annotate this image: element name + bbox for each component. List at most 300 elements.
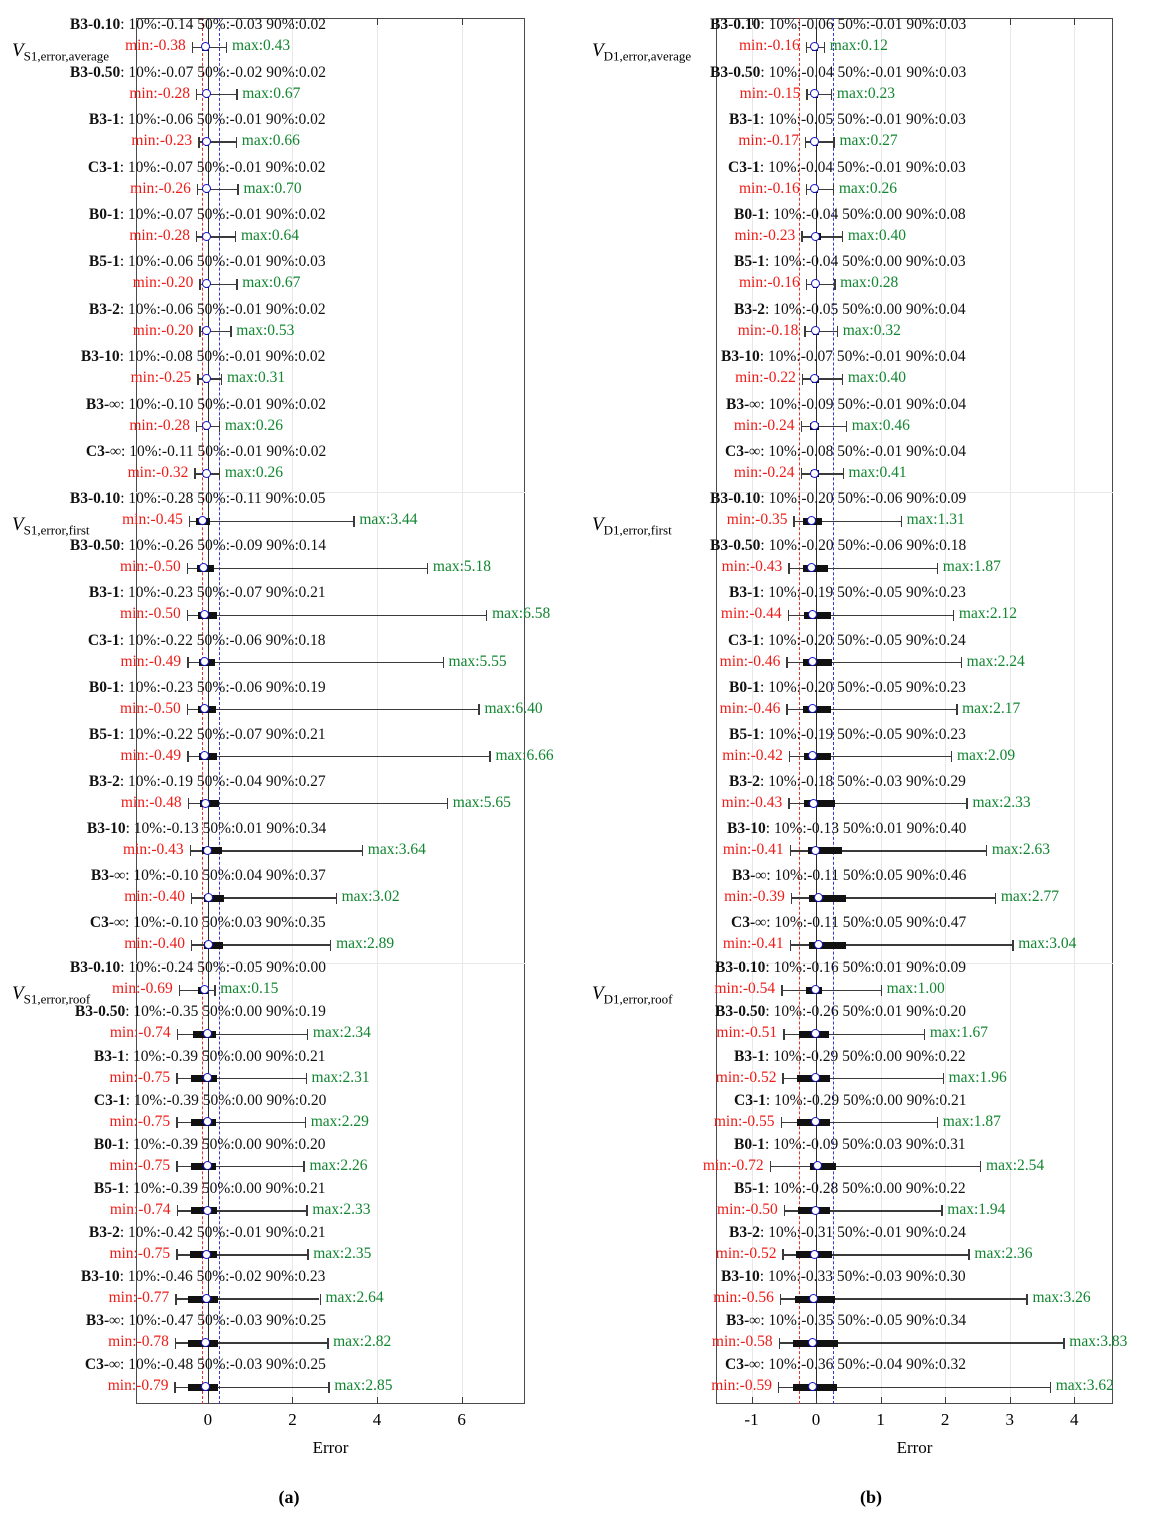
max-value-label: max:3.64 <box>367 840 426 858</box>
whisker-cap-min <box>778 1382 779 1393</box>
whisker-cap-min <box>780 1294 781 1305</box>
row-percentile-values: : 10%:-0.11 50%:0.05 90%:0.47 <box>766 914 967 932</box>
row-model-name: C3-1 <box>728 158 760 176</box>
min-value-label: min:-0.23 <box>131 132 193 150</box>
row-percentile-label <box>732 867 966 885</box>
min-value-label: min:-0.56 <box>713 1289 774 1307</box>
row-percentile-values: : 10%:-0.07 50%:-0.01 90%:0.02 <box>119 158 326 176</box>
row-model-name: B5-1 <box>729 725 761 743</box>
row-percentile-values: : 10%:-0.42 50%:-0.01 90%:0.21 <box>119 1223 326 1241</box>
x-axis-tick <box>1074 1397 1075 1404</box>
max-value-label: max:0.26 <box>224 463 283 481</box>
row-percentile-values: : 10%:-0.35 50%:-0.05 90%:0.34 <box>760 1312 967 1330</box>
whisker-cap-min <box>793 516 794 527</box>
group-label-symbol: V <box>12 983 24 1005</box>
min-value-label: min:-0.25 <box>130 369 192 387</box>
row-percentile-values: : 10%:-0.23 50%:-0.07 90%:0.21 <box>119 584 326 602</box>
row-percentile-values: : 10%:-0.13 50%:0.01 90%:0.40 <box>765 819 967 837</box>
median-marker <box>807 563 816 572</box>
whisker-cap-max <box>842 374 843 385</box>
max-value-label: max:6.66 <box>495 746 554 764</box>
whisker-cap-max <box>831 89 832 100</box>
whisker-cap-min <box>782 1073 783 1084</box>
whisker-cap-min <box>786 704 787 715</box>
max-value-label: max:2.29 <box>310 1112 369 1130</box>
min-value-label: min:-0.79 <box>107 1377 169 1395</box>
min-value-label: min:-0.74 <box>109 1024 171 1042</box>
max-value-label: max:0.67 <box>242 84 301 102</box>
max-value-label: max:3.26 <box>1032 1289 1091 1307</box>
min-value-label: min:-0.42 <box>722 746 783 764</box>
whisker-cap-min <box>802 374 803 385</box>
whisker-cap-min <box>788 798 789 809</box>
min-value-label: min:-0.50 <box>120 605 181 623</box>
row-model-name: B3-2 <box>88 300 120 318</box>
whisker-cap-max <box>1063 1338 1064 1349</box>
row-model-name: B0-1 <box>734 205 766 223</box>
whisker-cap-max <box>846 421 847 432</box>
row-percentile-values: : 10%:-0.31 50%:-0.01 90%:0.24 <box>760 1223 966 1241</box>
row-percentile-values: : 10%:-0.22 50%:-0.06 90%:0.18 <box>119 631 326 649</box>
whisker-cap-max <box>842 231 843 242</box>
whisker-line <box>801 426 846 427</box>
min-value-label: min:-0.69 <box>111 980 173 998</box>
whisker-cap-min <box>788 610 789 621</box>
row-percentile-values: : 10%:-0.19 50%:-0.05 90%:0.23 <box>760 725 966 743</box>
median-marker <box>811 1206 820 1215</box>
row-percentile-values: : 10%:-0.20 50%:-0.05 90%:0.24 <box>759 631 966 649</box>
whisker-line <box>801 473 843 474</box>
max-value-label: max:2.64 <box>325 1289 384 1307</box>
row-percentile-values: : 10%:-0.39 50%:0.00 90%:0.20 <box>125 1091 327 1109</box>
row-percentile-label <box>710 537 966 555</box>
row-percentile-values: : 10%:-0.23 50%:-0.06 90%:0.19 <box>119 678 326 696</box>
row-model-name: B3-0.50 <box>69 63 121 81</box>
whisker-cap-max <box>961 657 962 668</box>
max-value-label: max:0.67 <box>242 274 301 292</box>
row-percentile-values: : 10%:-0.29 50%:0.00 90%:0.22 <box>765 1047 966 1065</box>
row-model-name: B3-0.10 <box>69 959 121 977</box>
x-axis-tick-label: 2 <box>288 1410 297 1429</box>
whisker-cap-min <box>806 42 807 53</box>
whisker-cap-max <box>995 893 996 904</box>
group-label-subscript: D1,error,average <box>603 48 692 64</box>
max-value-label: max:0.12 <box>829 37 888 55</box>
median-marker <box>811 846 820 855</box>
min-value-label: min:-0.46 <box>719 652 781 670</box>
row-model-name: B3-0.10 <box>69 16 121 34</box>
whisker-cap-max <box>824 42 825 53</box>
x-axis-tick <box>752 1397 753 1404</box>
row-model-name: B5-1 <box>734 1179 766 1197</box>
row-percentile-values: : 10%:-0.04 50%:-0.01 90%:0.03 <box>760 63 967 81</box>
row-percentile-label <box>715 959 966 977</box>
row-model-name: B3-2 <box>88 772 120 790</box>
whisker-cap-min <box>789 751 790 762</box>
row-percentile-values: : 10%:-0.14 50%:-0.03 90%:0.02 <box>120 16 327 34</box>
min-value-label: min:-0.50 <box>120 699 181 717</box>
row-model-name: B3-2 <box>729 1223 761 1241</box>
x-axis-tick-label: 4 <box>1070 1410 1079 1429</box>
median-marker <box>814 893 823 902</box>
row-model-name: B3-∞ <box>90 867 126 884</box>
median-marker <box>809 1294 818 1303</box>
max-value-label: max:0.64 <box>240 226 300 244</box>
max-value-label: max:0.43 <box>232 37 291 55</box>
row-percentile-values: : 10%:-0.06 50%:-0.01 90%:0.02 <box>119 111 326 129</box>
min-value-label: min:-0.16 <box>739 37 800 55</box>
min-value-label: min:-0.72 <box>702 1156 764 1174</box>
row-percentile-label <box>734 1048 966 1066</box>
median-marker <box>807 516 816 525</box>
row-percentile-values: : 10%:-0.19 50%:-0.04 90%:0.27 <box>119 772 326 790</box>
min-value-label: min:-0.23 <box>734 226 796 244</box>
group-label-symbol: V <box>12 39 24 61</box>
whisker-line <box>802 378 842 379</box>
row-model-name: B3-1 <box>93 1047 125 1065</box>
max-value-label: max:2.33 <box>312 1200 371 1218</box>
max-value-label: max:0.26 <box>224 416 283 434</box>
row-model-name: C3-∞ <box>89 914 126 932</box>
max-value-label: max:3.62 <box>1055 1377 1114 1395</box>
max-value-label: max:2.34 <box>312 1024 371 1042</box>
row-percentile-label <box>734 1136 966 1154</box>
row-model-name: B3-10 <box>86 819 126 837</box>
row-percentile-values: : 10%:-0.09 50%:0.03 90%:0.31 <box>765 1135 966 1153</box>
max-value-label: max:0.28 <box>840 274 899 292</box>
whisker-cap-min <box>805 137 806 148</box>
min-value-label: min:-0.77 <box>108 1289 170 1307</box>
max-value-label: max:6.58 <box>492 605 551 623</box>
max-value-label: max:2.82 <box>333 1333 392 1351</box>
x-axis-tick-label: 6 <box>457 1410 466 1429</box>
row-percentile-values: : 10%:-0.39 50%:0.00 90%:0.21 <box>124 1047 326 1065</box>
max-value-label: max:3.44 <box>359 511 418 529</box>
median-marker <box>811 279 820 288</box>
whisker-cap-max <box>951 751 952 762</box>
row-percentile-values: : 10%:-0.10 50%:-0.01 90%:0.02 <box>120 395 326 413</box>
row-percentile-values: : 10%:-0.05 50%:-0.01 90%:0.03 <box>760 111 966 129</box>
row-percentile-values: : 10%:-0.06 50%:-0.01 90%:0.03 <box>760 16 967 34</box>
median-marker <box>811 1073 820 1082</box>
whisker-cap-min <box>782 1249 783 1260</box>
row-model-name: B3-0.50 <box>69 537 121 555</box>
row-model-name: B0-1 <box>88 678 120 696</box>
whisker-cap-min <box>783 1029 784 1040</box>
row-percentile-values: : 10%:-0.10 50%:0.04 90%:0.37 <box>125 867 326 884</box>
min-value-label: min:-0.44 <box>720 605 782 623</box>
row-percentile-values: : 10%:-0.28 50%:0.00 90%:0.22 <box>765 1179 966 1197</box>
group-label-b-2 <box>592 983 672 1008</box>
median-marker <box>810 137 819 146</box>
min-value-label: min:-0.51 <box>716 1024 778 1042</box>
min-value-label: min:-0.43 <box>721 558 783 576</box>
max-value-label: max:3.04 <box>1018 935 1077 953</box>
max-value-label: max:2.63 <box>991 840 1050 858</box>
min-value-label: min:-0.54 <box>714 980 776 998</box>
max-value-label: max:0.32 <box>842 321 901 339</box>
x-axis-tick-top <box>1010 18 1011 25</box>
min-value-label: min:-0.20 <box>132 274 194 292</box>
row-model-name: B3-2 <box>734 300 766 318</box>
row-model-name: B3-0.10 <box>710 490 761 508</box>
median-marker <box>810 1250 819 1259</box>
row-model-name: B3-10 <box>721 348 760 366</box>
median-marker <box>809 799 818 808</box>
row-model-name: B3-∞ <box>726 395 761 413</box>
median-marker <box>810 374 819 383</box>
row-model-name: C3-1 <box>728 631 760 649</box>
row-model-name: B3-∞ <box>85 395 121 413</box>
max-value-label: max:2.33 <box>972 793 1031 811</box>
row-percentile-label <box>715 1003 966 1021</box>
x-axis-tick <box>1010 1397 1011 1404</box>
min-value-label: min:-0.40 <box>124 888 185 905</box>
max-value-label: max:1.00 <box>886 980 945 998</box>
row-percentile-values: : 10%:-0.07 50%:-0.01 90%:0.02 <box>119 205 326 223</box>
x-axis-tick-top <box>1074 18 1075 25</box>
whisker-line <box>804 331 836 332</box>
max-value-label: max:1.87 <box>942 1112 1001 1130</box>
group-label-subscript: S1,error,roof <box>23 991 91 1007</box>
row-percentile-label <box>725 1356 966 1374</box>
row-model-name: B3-0.10 <box>69 490 121 508</box>
x-axis-tick-label: 2 <box>940 1410 950 1429</box>
row-model-name: B5-1 <box>88 253 120 271</box>
row-model-name: C3-1 <box>93 1091 126 1109</box>
group-label-symbol: V <box>12 513 24 535</box>
row-percentile-values: : 10%:-0.04 50%:-0.01 90%:0.03 <box>759 158 966 176</box>
min-value-label: min:-0.16 <box>739 274 800 292</box>
max-value-label: max:1.31 <box>906 511 965 529</box>
row-percentile-label <box>729 1224 966 1242</box>
whisker-cap-min <box>806 184 807 195</box>
max-value-label: max:0.26 <box>838 179 897 197</box>
row-percentile-values: : 10%:-0.26 50%:-0.09 90%:0.14 <box>120 537 327 555</box>
row-percentile-label <box>727 820 966 838</box>
min-value-label: min:-0.49 <box>120 746 182 764</box>
whisker-cap-min <box>791 893 792 904</box>
max-value-label: max:2.36 <box>974 1244 1033 1262</box>
whisker-cap-max <box>837 326 838 337</box>
min-value-label: min:-0.52 <box>715 1068 777 1086</box>
min-value-label: min:-0.39 <box>724 888 785 905</box>
group-label-subscript: D1,error,roof <box>603 991 673 1007</box>
whisker-cap-max <box>956 704 957 715</box>
row-model-name: C3-1 <box>87 158 120 176</box>
row-model-name: B3-10 <box>721 1268 760 1286</box>
min-value-label: min:-0.15 <box>739 84 801 102</box>
row-percentile-label <box>729 773 966 791</box>
row-model-name: C3-∞ <box>725 442 761 460</box>
whisker-cap-min <box>801 468 802 479</box>
row-percentile-values: : 10%:-0.26 50%:0.01 90%:0.20 <box>765 1003 967 1021</box>
row-model-name: B3-10 <box>727 819 766 837</box>
whisker-cap-max <box>1026 1294 1027 1305</box>
min-value-label: min:-0.32 <box>127 463 189 481</box>
median-marker <box>808 704 817 713</box>
group-label-b-1 <box>592 514 672 539</box>
x-axis-tick <box>881 1397 882 1404</box>
row-percentile-values: : 10%:-0.20 50%:-0.05 90%:0.23 <box>760 678 966 696</box>
max-value-label: max:0.40 <box>847 369 906 387</box>
min-value-label: min:-0.28 <box>129 226 191 244</box>
max-value-label: max:0.23 <box>836 84 896 102</box>
min-value-label: min:-0.40 <box>124 935 185 953</box>
median-marker <box>811 232 820 241</box>
row-percentile-values: : 10%:-0.39 50%:0.00 90%:0.21 <box>124 1179 326 1197</box>
row-percentile-label <box>729 679 966 697</box>
min-value-label: min:-0.24 <box>733 416 795 434</box>
row-percentile-label <box>729 584 966 602</box>
whisker-cap-min <box>781 985 782 996</box>
max-value-label: max:1.96 <box>948 1068 1007 1086</box>
min-value-label: min:-0.28 <box>129 84 191 102</box>
whisker-cap-max <box>924 1029 925 1040</box>
x-axis-tick-label: 3 <box>1005 1410 1014 1429</box>
row-model-name: C3-∞ <box>725 1356 761 1374</box>
group-label-symbol: V <box>592 983 604 1005</box>
row-model-name: B3-0.10 <box>710 16 761 34</box>
max-value-label: max:0.46 <box>851 416 910 434</box>
min-value-label: min:-0.78 <box>108 1333 169 1351</box>
row-percentile-values: : 10%:-0.48 50%:-0.03 90%:0.25 <box>120 1356 326 1374</box>
row-model-name: B5-1 <box>734 253 766 271</box>
whisker-cap-min <box>801 231 802 242</box>
row-model-name: B3-2 <box>729 772 761 790</box>
row-percentile-label <box>710 490 966 508</box>
min-value-label: min:-0.35 <box>726 511 788 529</box>
max-value-label: max:2.09 <box>956 746 1016 764</box>
row-model-name: B3-0.50 <box>710 63 761 81</box>
row-percentile-values: : 10%:-0.11 50%:0.05 90%:0.46 <box>766 867 967 884</box>
row-percentile-label <box>728 632 966 650</box>
group-label-subscript: S1,error,first <box>23 522 90 538</box>
max-value-label: max:0.40 <box>847 226 906 244</box>
row-model-name: B3-0.50 <box>74 1003 126 1021</box>
min-value-label: min:-0.75 <box>109 1068 171 1086</box>
row-percentile-values: : 10%:-0.06 50%:-0.01 90%:0.02 <box>119 300 326 318</box>
gridline-vertical <box>1074 18 1075 1404</box>
whisker-cap-max <box>833 184 834 195</box>
min-value-label: min:-0.38 <box>125 37 186 55</box>
row-model-name: B3-∞ <box>85 1312 121 1330</box>
min-value-label: min:-0.16 <box>739 179 800 197</box>
max-value-label: max:0.31 <box>226 369 286 387</box>
row-model-name: B3-1 <box>88 584 120 602</box>
whisker-cap-min <box>806 279 807 290</box>
whisker-cap-min <box>801 421 802 432</box>
row-percentile-values: : 10%:-0.19 50%:-0.05 90%:0.23 <box>760 584 966 602</box>
max-value-label: max:2.54 <box>986 1156 1045 1174</box>
group-label-b-0 <box>592 40 691 65</box>
row-model-name: B3-1 <box>729 584 761 602</box>
whisker-cap-min <box>788 563 789 574</box>
row-model-name: C3-∞ <box>84 1356 121 1374</box>
row-model-name: B0-1 <box>729 678 761 696</box>
row-percentile-values: : 10%:-0.20 50%:-0.06 90%:0.09 <box>760 490 967 508</box>
row-percentile-values: : 10%:-0.28 50%:-0.11 90%:0.05 <box>120 490 326 508</box>
row-model-name: C3-1 <box>87 631 120 649</box>
row-model-name: B3-1 <box>729 111 761 129</box>
row-model-name: B3-2 <box>88 1223 120 1241</box>
min-value-label: min:-0.20 <box>132 321 194 339</box>
row-percentile-label <box>731 914 966 932</box>
min-value-label: min:-0.52 <box>715 1244 777 1262</box>
whisker-cap-max <box>834 279 835 290</box>
max-value-label: max:0.70 <box>243 179 302 197</box>
group-label-symbol: V <box>592 39 604 61</box>
whisker-cap-max <box>953 610 954 621</box>
x-axis-tick-label: -1 <box>744 1410 759 1429</box>
row-percentile-values: : 10%:-0.39 50%:0.00 90%:0.20 <box>124 1135 326 1153</box>
row-percentile-values: : 10%:-0.07 50%:-0.01 90%:0.04 <box>759 348 966 366</box>
min-value-label: min:-0.50 <box>717 1200 778 1218</box>
max-value-label: max:2.31 <box>311 1068 370 1086</box>
whisker-cap-min <box>804 326 805 337</box>
whisker-cap-max <box>881 985 882 996</box>
median-marker <box>814 940 823 949</box>
whisker-cap-max <box>986 845 987 856</box>
max-value-label: max:1.67 <box>929 1024 988 1042</box>
max-value-label: max:5.18 <box>432 558 492 576</box>
row-percentile-label <box>726 396 966 414</box>
max-value-label: max:2.35 <box>313 1244 372 1262</box>
row-percentile-values: : 10%:-0.47 50%:-0.03 90%:0.25 <box>120 1312 326 1330</box>
row-model-name: B3-0.50 <box>715 1003 766 1021</box>
max-value-label: max:0.66 <box>241 132 300 150</box>
group-label-subscript: D1,error,first <box>603 522 672 538</box>
x-axis-tick-label: 4 <box>372 1410 382 1429</box>
median-marker <box>810 469 819 478</box>
max-value-label: max:2.89 <box>336 935 395 953</box>
row-model-name: B3-1 <box>734 1047 766 1065</box>
min-value-label: min:-0.26 <box>130 179 191 197</box>
whisker-cap-min <box>786 657 787 668</box>
whisker-cap-max <box>941 1205 942 1216</box>
row-percentile-label <box>721 348 966 366</box>
min-value-label: min:-0.58 <box>711 1333 773 1351</box>
row-percentile-label <box>734 1180 966 1198</box>
min-value-label: min:-0.41 <box>722 840 784 858</box>
median-marker <box>808 1338 817 1347</box>
max-value-label: max:2.85 <box>334 1377 393 1395</box>
row-percentile-values: : 10%:-0.07 50%:-0.02 90%:0.02 <box>120 63 327 81</box>
row-percentile-values: : 10%:-0.24 50%:-0.05 90%:0.00 <box>120 959 327 977</box>
max-value-label: max:0.41 <box>848 463 907 481</box>
min-value-label: min:-0.50 <box>120 558 181 576</box>
whisker-line <box>806 284 834 285</box>
row-model-name: B3-10 <box>80 1268 120 1286</box>
row-model-name: B3-10 <box>80 348 120 366</box>
min-value-label: min:-0.17 <box>738 132 800 150</box>
whisker-cap-max <box>966 798 967 809</box>
median-marker <box>808 751 817 760</box>
max-value-label: max:1.87 <box>942 558 1001 576</box>
x-axis-tick-label: 0 <box>811 1410 821 1429</box>
whisker-cap-min <box>790 940 791 951</box>
whisker-cap-min <box>784 1205 785 1216</box>
min-value-label: min:-0.49 <box>120 652 182 670</box>
row-percentile-label <box>734 206 966 224</box>
whisker-cap-max <box>901 516 902 527</box>
whisker-cap-max <box>937 1117 938 1128</box>
row-percentile-label <box>729 111 966 129</box>
x-axis-tick <box>945 1397 946 1404</box>
row-model-name: B5-1 <box>93 1179 125 1197</box>
row-percentile-values: : 10%:-0.46 50%:-0.02 90%:0.23 <box>119 1268 326 1286</box>
max-value-label: max:2.12 <box>958 605 1018 623</box>
